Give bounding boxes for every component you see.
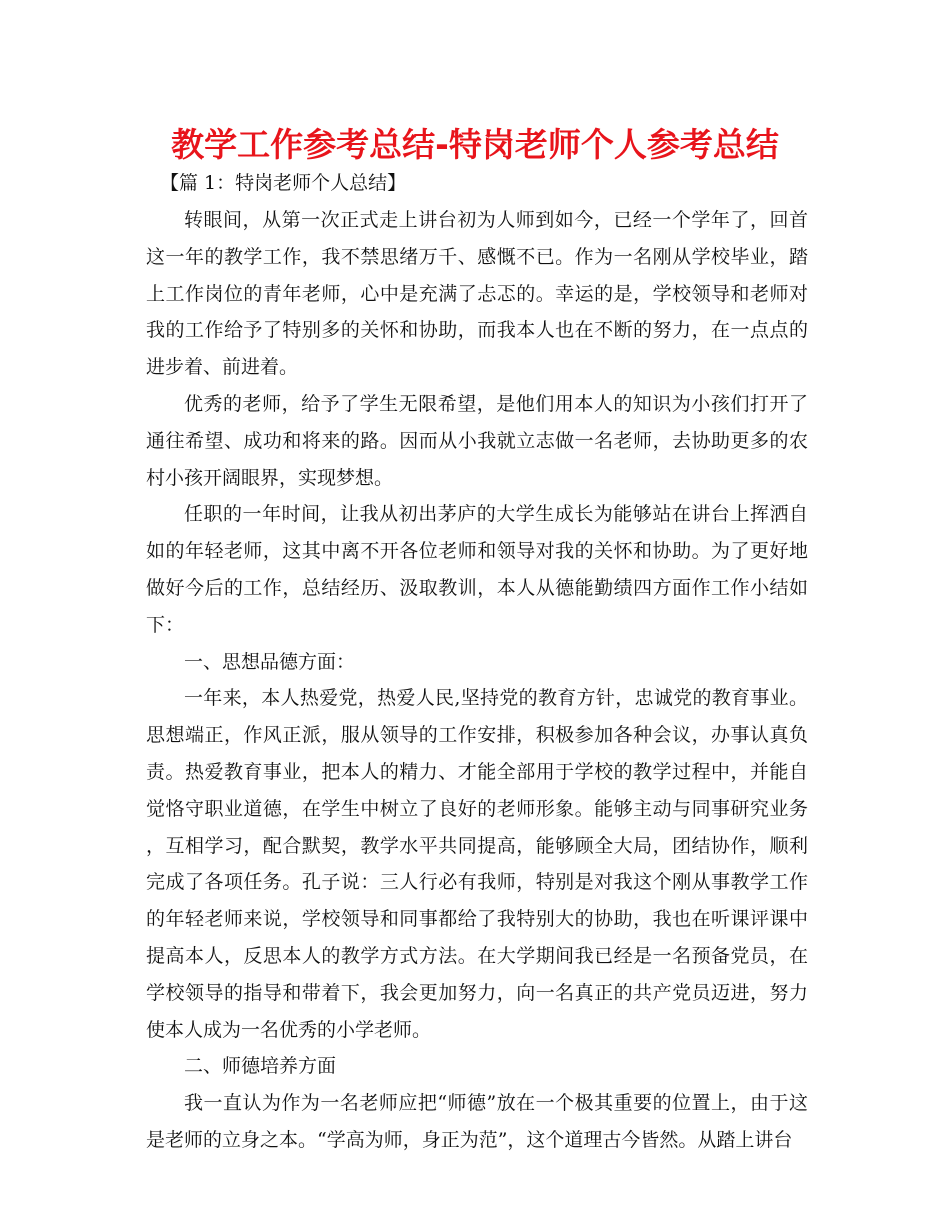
document-title: 教学工作参考总结-特岗老师个人参考总结 [171, 125, 779, 164]
section-label: 【篇 1：特岗老师个人总结】 [160, 172, 407, 194]
paragraph-ethics: 我一直认为作为一名老师应把“师德”放在一个极其重要的位置上，由于这是老师的立身之本。“学高为师，身正为范”，这个道理古今皆然。从踏上讲台 [146, 1092, 808, 1151]
paragraph-intro: 转眼间，从第一次正式走上讲台初为人师到如今，已经一个学年了，回首这一年的教学工作，我不禁思绪万千、感慨不已。作为一名刚从学校毕业，踏上工作岗位的青年老师，心中是充满了忐忑的。幸运的是，学校领导和老师对我的工作给予了特别多的关怀和协助，而我本人也在不断的努力，在一点点的进步着、前进着。 [146, 209, 808, 379]
heading-ethics: 二、师德培养方面 [184, 1055, 337, 1078]
paragraph-aspiration: 优秀的老师，给予了学生无限希望，是他们用本人的知识为小孩们打开了通往希望、成功和将来的路。因而从小我就立志做一名老师，去协助更多的农村小孩开阔眼界，实现梦想。 [146, 392, 808, 489]
paragraph-ideology: 一年来，本人热爱党，热爱人民,坚持党的教育方针，忠诚党的教育事业。思想端正，作风正派，服从领导的工作安排，积极参加各种会议，办事认真负责。热爱教育事业，把本人的精力、才能全部用于学校的教学过程中，并能自觉恪守职业道德，在学生中树立了良好的老师形象。能够主动与同事研究业务，互相学习，配合默契，教学水平共同提高，能够顾全大局，团结协作，顺利完成了各项任务。孔子说：三人行必有我师，特别是对我这个刚从事教学工作的年轻老师来说，学校领导和同事都给了我特别大的协助，我也在听课评课中提高本人，反思本人的教学方式方法。在大学期间我已经是一名预备党员，在学校领导的指导和带着下，我会更加努力，向一名真正的共产党员迈进，努力使本人成为一名优秀的小学老师。 [146, 687, 808, 1041]
paragraph-overview: 任职的一年时间，让我从初出茅庐的大学生成长为能够站在讲台上挥洒自如的年轻老师，这其中离不开各位老师和领导对我的关怀和协助。为了更好地做好今后的工作，总结经历、汲取教训，本人从德能勤绩四方面作工作小结如下： [146, 503, 808, 636]
heading-ideology: 一、思想品德方面： [184, 650, 356, 673]
document-body [146, 202, 808, 1159]
